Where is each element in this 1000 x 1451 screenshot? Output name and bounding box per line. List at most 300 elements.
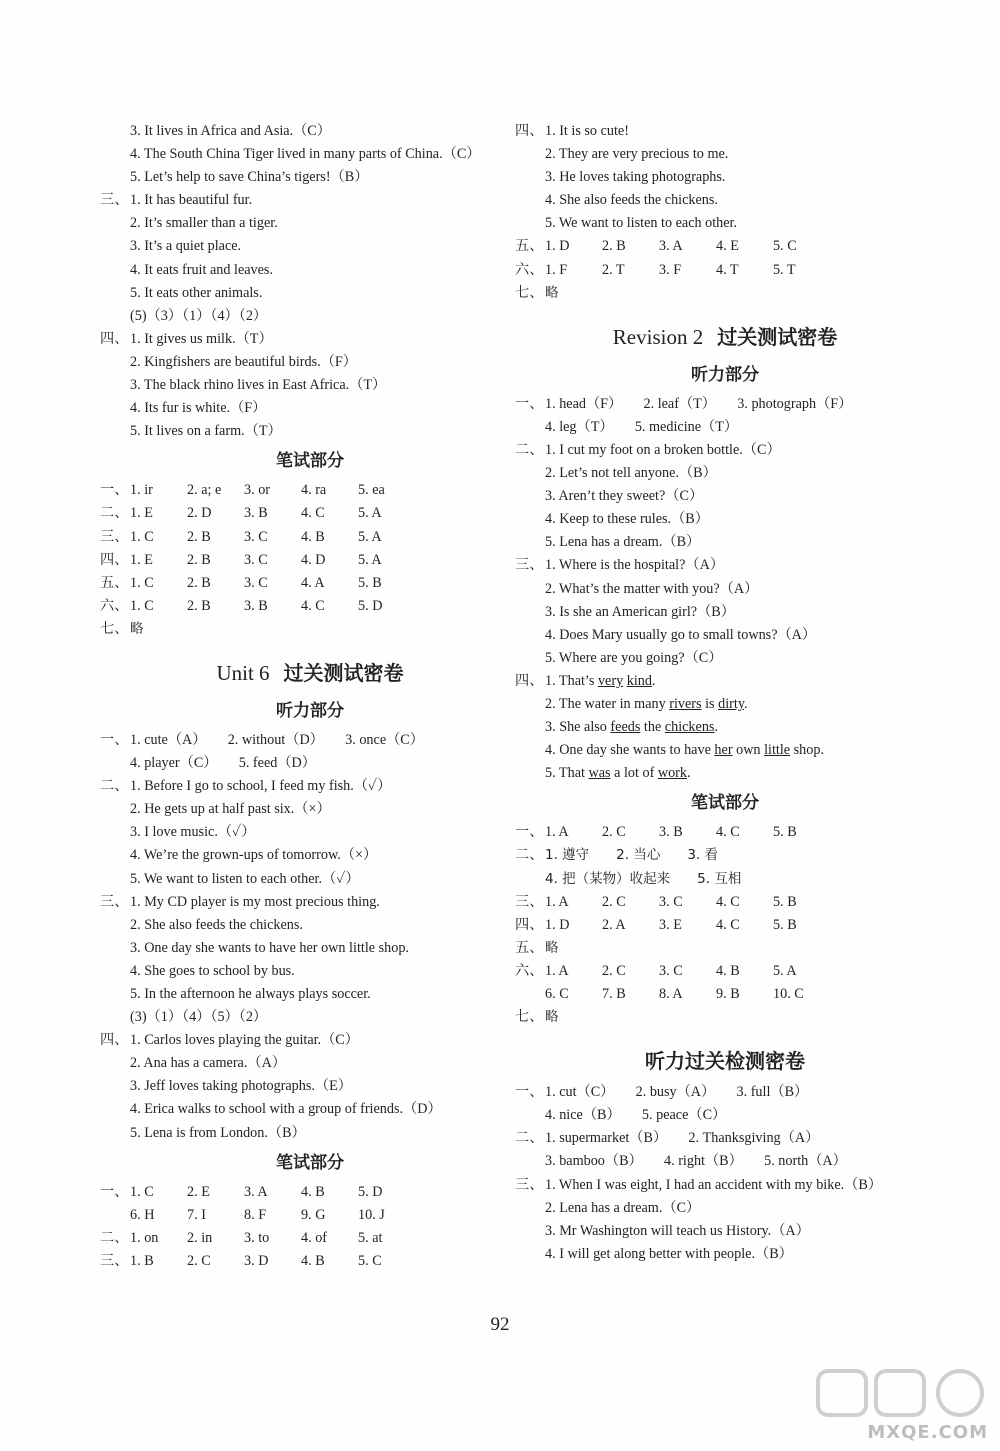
answer-text: 5. We want to listen to each other.（✓） bbox=[130, 870, 360, 887]
answer-text: 4. player（C） 5. feed（D） bbox=[130, 755, 316, 772]
text-fragment: 3. She also bbox=[545, 719, 611, 736]
answer-text: 3. It lives in Africa and Asia.（C） bbox=[130, 123, 331, 139]
answer-line bbox=[100, 821, 520, 844]
answer-cell: 1. E bbox=[130, 505, 153, 522]
section-marker: 六、 bbox=[100, 597, 129, 614]
answer-line bbox=[515, 189, 935, 212]
answer-cell: 4. D bbox=[301, 551, 326, 568]
answer-text: 5. Let’s help to save China’s tigers!（B） bbox=[130, 169, 369, 186]
answer-cell: 3. to bbox=[244, 1229, 270, 1246]
answer-text: 2. Let’s not tell anyone.（B） bbox=[545, 465, 717, 482]
answer-cell: 3. B bbox=[244, 505, 268, 522]
answer-line bbox=[515, 844, 935, 867]
answer-line bbox=[515, 531, 935, 554]
text-fragment: shop. bbox=[790, 742, 824, 759]
answer-line bbox=[515, 1220, 935, 1243]
answer-cell: 5. ea bbox=[358, 482, 385, 499]
section-marker: 一、 bbox=[515, 824, 544, 841]
right-column bbox=[515, 120, 935, 1266]
answer-cell: 4. B bbox=[301, 528, 325, 545]
answer-cell: 4. ra bbox=[301, 482, 327, 499]
section-marker: 三、 bbox=[100, 528, 129, 545]
answer-text: 1. supermarket（B） 2. Thanksgiving（A） bbox=[545, 1130, 820, 1147]
answer-text: 4. 把（某物）收起来 5. 互相 bbox=[545, 870, 742, 887]
underlined-word: dirty bbox=[718, 695, 744, 712]
answer-grid-row bbox=[515, 282, 935, 305]
answer-text: 1. I cut my foot on a broken bottle.（C） bbox=[545, 441, 781, 458]
section-marker: 二、 bbox=[100, 778, 129, 795]
answer-text: 4. Its fur is white.（F） bbox=[130, 400, 267, 417]
answer-line bbox=[100, 166, 520, 189]
answer-line bbox=[515, 439, 935, 462]
text-fragment: 1. That’s bbox=[545, 672, 598, 689]
answer-cell: 8. A bbox=[659, 986, 683, 1002]
answer-line bbox=[100, 960, 520, 983]
answer-cell: 2. B bbox=[187, 597, 211, 614]
answer-text: 5. We want to listen to each other. bbox=[545, 215, 738, 232]
answer-line bbox=[100, 729, 520, 752]
answer-cell: 4. C bbox=[716, 824, 740, 841]
section-marker: 四、 bbox=[515, 916, 544, 933]
answer-text: 1. It is so cute! bbox=[545, 123, 629, 139]
answer-cell: 2. in bbox=[187, 1229, 213, 1246]
answer-cell: 2. C bbox=[602, 824, 626, 841]
answer-text: 5. Lena is from London.（B） bbox=[130, 1124, 306, 1141]
answer-line bbox=[515, 166, 935, 189]
answer-grid-row bbox=[515, 821, 935, 844]
section-marker: 三、 bbox=[100, 893, 129, 910]
answer-grid-row bbox=[100, 479, 520, 502]
answer-line bbox=[100, 328, 520, 351]
answer-line bbox=[100, 397, 520, 420]
text-fragment: . bbox=[714, 719, 718, 736]
right-listening-title: 听力部分 bbox=[691, 364, 759, 385]
answer-grid-row bbox=[100, 618, 520, 641]
answer-cell: 3. or bbox=[244, 482, 271, 499]
underlined-word: very bbox=[597, 672, 624, 689]
answer-cell: 3. C bbox=[659, 962, 683, 979]
answer-cell: 5. B bbox=[773, 893, 797, 910]
underlined-word: chickens bbox=[664, 719, 715, 736]
section-marker: 七、 bbox=[100, 620, 129, 637]
answer-cell: 3. C bbox=[659, 893, 683, 910]
answer-line bbox=[515, 485, 935, 508]
answer-text: 3. The black rhino lives in East Africa.（T） bbox=[130, 377, 387, 394]
answer-line bbox=[515, 1174, 935, 1197]
answer-cell: 5. A bbox=[358, 528, 382, 545]
answer-line bbox=[100, 189, 520, 212]
answer-text bbox=[545, 693, 748, 716]
answer-line bbox=[100, 1006, 520, 1029]
section-marker: 一、 bbox=[515, 1084, 544, 1101]
answer-text: 4. I will get along better with people.（B） bbox=[545, 1245, 793, 1262]
answer-text: 4. It eats fruit and leaves. bbox=[130, 261, 274, 278]
answer-cell: 10. J bbox=[358, 1206, 385, 1223]
right-final-answers bbox=[515, 1081, 935, 1266]
answer-line bbox=[515, 762, 935, 785]
section-marker: 三、 bbox=[515, 1176, 544, 1193]
underlined-word: kind bbox=[626, 672, 652, 689]
answer-text: 3. It’s a quiet place. bbox=[130, 238, 242, 255]
answer-text: 1. When I was eight, I had an accident with my bike.（B） bbox=[545, 1176, 883, 1193]
left-written-grid-2 bbox=[100, 1181, 520, 1273]
answer-line bbox=[515, 120, 935, 143]
answer-grid-row bbox=[100, 502, 520, 525]
answer-text: 1. head（F） 2. leaf（T） 3. photograph（F） bbox=[545, 395, 853, 412]
left-written-title-2: 笔试部分 bbox=[276, 1152, 344, 1173]
answer-cell: 1. C bbox=[130, 597, 154, 614]
answer-text: 1. Carlos loves playing the guitar.（C） bbox=[130, 1032, 359, 1049]
answer-cell: 4. C bbox=[716, 893, 740, 910]
answer-line bbox=[515, 554, 935, 577]
text-fragment: 2. The water in many bbox=[545, 695, 670, 712]
answer-line bbox=[100, 983, 520, 1006]
answer-cell: 1. B bbox=[130, 1252, 154, 1269]
underlined-word: her bbox=[714, 742, 733, 759]
answer-line bbox=[515, 416, 935, 439]
answer-text: 4. Keep to these rules.（B） bbox=[545, 511, 709, 528]
answer-text: 3. Mr Washington will teach us History.（A） bbox=[545, 1222, 810, 1239]
answer-cell: 1. F bbox=[545, 261, 568, 278]
left-answers-block-1 bbox=[100, 120, 520, 443]
answer-line bbox=[515, 647, 935, 670]
right-underlined-answers bbox=[515, 670, 935, 785]
answer-cell: 4. C bbox=[301, 505, 325, 522]
answer-line bbox=[100, 420, 520, 443]
answer-cell: 2. E bbox=[187, 1183, 210, 1200]
right-grid-1 bbox=[515, 235, 935, 304]
section-marker: 四、 bbox=[515, 672, 544, 689]
text-fragment: . bbox=[744, 695, 748, 712]
answer-cell: 4. A bbox=[301, 574, 325, 591]
section-marker: 一、 bbox=[100, 1183, 129, 1200]
answer-cell: 3. A bbox=[244, 1183, 268, 1200]
text-fragment: a lot of bbox=[610, 765, 658, 782]
answer-text: (3)（1）（4）（5）（2） bbox=[130, 1009, 268, 1026]
answer-grid-row bbox=[100, 572, 520, 595]
section-marker: 二、 bbox=[515, 441, 544, 458]
answer-cell: 2. C bbox=[602, 893, 626, 910]
right-answers-block-2 bbox=[515, 393, 935, 670]
section-marker: 三、 bbox=[100, 192, 129, 209]
final-listening-title bbox=[515, 1041, 935, 1081]
answer-grid-row bbox=[515, 914, 935, 937]
answer-cell: 2. D bbox=[187, 505, 212, 522]
page-number: 92 bbox=[490, 1314, 510, 1335]
text-fragment: . bbox=[687, 765, 691, 782]
right-answers-block-1 bbox=[515, 120, 935, 235]
answer-cell: 4. B bbox=[301, 1252, 325, 1269]
answer-text: 3. Is she an American girl?（B） bbox=[545, 603, 735, 620]
answer-text: 1. It gives us milk.（T） bbox=[130, 330, 273, 347]
answer-text: 1. cut（C） 2. busy（A） 3. full（B） bbox=[545, 1084, 809, 1101]
answer-cell: 1. C bbox=[130, 1183, 154, 1200]
answer-text: 1. My CD player is my most precious thing. bbox=[130, 893, 380, 910]
answer-text: 1. It has beautiful fur. bbox=[130, 192, 253, 209]
answer-line bbox=[515, 693, 935, 716]
answer-cell: 4. B bbox=[716, 962, 740, 979]
text-fragment: own bbox=[732, 742, 765, 759]
answer-line bbox=[100, 775, 520, 798]
answer-cell: 6. H bbox=[130, 1206, 155, 1223]
answer-grid-row bbox=[100, 1250, 520, 1273]
answer-text: 2. He gets up at half past six.（×） bbox=[130, 801, 331, 818]
text-fragment: is bbox=[701, 695, 719, 712]
answer-text: 4. leg（T） 5. medicine（T） bbox=[545, 418, 739, 435]
section-marker: 四、 bbox=[100, 551, 129, 568]
answer-line bbox=[515, 508, 935, 531]
answer-grid-row bbox=[100, 1227, 520, 1250]
section-marker: 五、 bbox=[515, 939, 544, 956]
answer-cell: 4. C bbox=[716, 916, 740, 933]
answer-line bbox=[100, 120, 520, 143]
answer-text bbox=[545, 716, 718, 739]
answer-grid-row bbox=[515, 891, 935, 914]
answer-line bbox=[515, 868, 935, 891]
answer-cell: 略 bbox=[545, 939, 559, 956]
answer-cell: 5. A bbox=[358, 551, 382, 568]
answer-line bbox=[100, 891, 520, 914]
answer-cell: 2. C bbox=[187, 1252, 211, 1269]
answer-cell: 7. I bbox=[187, 1206, 206, 1223]
answer-text: 1. Where is the hospital?（A） bbox=[545, 557, 725, 574]
answer-cell: 5. B bbox=[773, 916, 797, 933]
section-marker: 四、 bbox=[100, 330, 129, 347]
answer-cell: 2. T bbox=[602, 261, 625, 278]
answer-text: 3. One day she wants to have her own little shop. bbox=[130, 939, 409, 956]
section-marker: 一、 bbox=[515, 395, 544, 412]
section-marker: 六、 bbox=[515, 261, 544, 278]
answer-line bbox=[100, 752, 520, 775]
unit6-title-cn: 过关测试密卷 bbox=[283, 660, 404, 685]
answer-text: 4. Does Mary usually go to small towns?（A） bbox=[545, 626, 817, 643]
answer-cell: 3. D bbox=[244, 1252, 269, 1269]
answer-text: 4. nice（B） 5. peace（C） bbox=[545, 1107, 727, 1124]
answer-text: (5)（3）（1）（4）（2） bbox=[130, 307, 268, 324]
answer-line bbox=[100, 259, 520, 282]
answer-cell: 5. B bbox=[358, 574, 382, 591]
answer-text: 5. It eats other animals. bbox=[130, 284, 263, 301]
left-written-title-1: 笔试部分 bbox=[276, 451, 344, 472]
answer-line bbox=[100, 351, 520, 374]
answer-grid-row bbox=[100, 526, 520, 549]
answer-grid-row bbox=[515, 937, 935, 960]
answer-cell: 5. D bbox=[358, 1183, 383, 1200]
answer-cell: 1. C bbox=[130, 574, 154, 591]
answer-text: 5. Lena has a dream.（B） bbox=[545, 534, 701, 551]
answer-text: 3. He loves taking photographs. bbox=[545, 169, 726, 186]
section-marker: 七、 bbox=[515, 284, 544, 301]
answer-line bbox=[100, 235, 520, 258]
answer-cell: 2. a; e bbox=[187, 482, 222, 499]
right-written-title: 笔试部分 bbox=[691, 793, 759, 814]
answer-line bbox=[515, 1150, 935, 1173]
answer-line bbox=[515, 393, 935, 416]
answer-line bbox=[515, 716, 935, 739]
section-marker: 四、 bbox=[515, 123, 544, 139]
answer-cell: 6. C bbox=[545, 986, 569, 1002]
answer-line bbox=[515, 212, 935, 235]
section-marker: 二、 bbox=[100, 505, 129, 522]
answer-cell: 9. G bbox=[301, 1206, 326, 1223]
answer-line bbox=[100, 1029, 520, 1052]
answer-cell: 3. C bbox=[244, 574, 268, 591]
section-marker: 一、 bbox=[100, 731, 129, 748]
final-title-cn: 听力过关检测密卷 bbox=[645, 1049, 805, 1074]
section-marker: 五、 bbox=[515, 238, 544, 255]
answer-line bbox=[100, 305, 520, 328]
answer-cell: 2. A bbox=[602, 916, 626, 933]
answer-cell: 3. C bbox=[244, 551, 268, 568]
answer-text: 3. bamboo（B） 4. right（B） 5. north（A） bbox=[545, 1153, 847, 1170]
answer-line bbox=[100, 1052, 520, 1075]
underlined-word: little bbox=[764, 742, 791, 759]
left-column bbox=[100, 120, 520, 1273]
answer-text: 4. The South China Tiger lived in many parts of China.（C） bbox=[130, 146, 481, 163]
answer-text: 5. Where are you going?（C） bbox=[545, 649, 723, 666]
answer-grid-row bbox=[515, 259, 935, 282]
underlined-word: work bbox=[657, 765, 688, 782]
answer-line bbox=[515, 670, 935, 693]
answer-line bbox=[100, 914, 520, 937]
answer-text: 3. Jeff loves taking photographs.（E） bbox=[130, 1078, 352, 1095]
answer-line bbox=[100, 143, 520, 166]
answer-cell: 4. B bbox=[301, 1183, 325, 1200]
answer-cell: 5. A bbox=[773, 962, 797, 979]
answer-line bbox=[515, 578, 935, 601]
revision2-title-cn: 过关测试密卷 bbox=[717, 324, 838, 349]
revision2-title-en: Revision 2 bbox=[612, 324, 704, 349]
right-written-chinese bbox=[515, 844, 935, 890]
watermark-logo-icon bbox=[812, 1365, 992, 1421]
answer-cell: 4. of bbox=[301, 1229, 328, 1246]
section-marker: 一、 bbox=[100, 482, 129, 499]
answer-text: 2. They are very precious to me. bbox=[545, 146, 729, 163]
answer-grid-row bbox=[515, 235, 935, 258]
section-marker: 四、 bbox=[100, 1032, 129, 1049]
answer-cell: 10. C bbox=[773, 986, 804, 1002]
answer-text: 5. In the afternoon he always plays soccer. bbox=[130, 986, 371, 1002]
answer-cell: 2. B bbox=[187, 574, 211, 591]
section-marker: 六、 bbox=[515, 962, 544, 979]
answer-line bbox=[100, 868, 520, 891]
answer-grid-row bbox=[515, 1006, 935, 1029]
answer-cell: 1. ir bbox=[130, 482, 153, 499]
answer-text: 3. I love music.（✓） bbox=[130, 824, 256, 841]
left-written-grid-1 bbox=[100, 479, 520, 641]
answer-cell: 1. D bbox=[545, 238, 570, 255]
answer-cell: 1. C bbox=[130, 528, 154, 545]
answer-cell: 3. E bbox=[659, 916, 682, 933]
answer-cell: 8. F bbox=[244, 1206, 267, 1223]
text-fragment: . bbox=[651, 672, 656, 689]
answer-cell: 略 bbox=[545, 1009, 559, 1026]
answer-cell: 5. at bbox=[358, 1229, 383, 1246]
answer-line bbox=[515, 462, 935, 485]
answer-cell: 3. F bbox=[659, 261, 682, 278]
section-marker: 三、 bbox=[100, 1252, 129, 1269]
answer-text: 1. 遵守 2. 当心 3. 看 bbox=[545, 847, 719, 864]
answer-text: 2. She also feeds the chickens. bbox=[130, 916, 303, 933]
watermark-url: MXQE.COM bbox=[867, 1422, 988, 1443]
answer-text: 5. It lives on a farm.（T） bbox=[130, 423, 282, 440]
right-written-grid-b bbox=[515, 891, 935, 1030]
answer-line bbox=[515, 601, 935, 624]
answer-grid-row bbox=[100, 549, 520, 572]
answer-line bbox=[100, 798, 520, 821]
answer-text: 2. Lena has a dream.（C） bbox=[545, 1199, 701, 1216]
answer-line bbox=[100, 937, 520, 960]
left-listening-title: 听力部分 bbox=[276, 700, 344, 721]
answer-text: 4. She also feeds the chickens. bbox=[545, 192, 718, 209]
answer-text: 2. It’s smaller than a tiger. bbox=[130, 215, 278, 232]
answer-cell: 5. C bbox=[773, 238, 797, 255]
answer-cell: 3. C bbox=[244, 528, 268, 545]
answer-line bbox=[515, 1197, 935, 1220]
answer-text: 1. cute（A） 2. without（D） 3. once（C） bbox=[130, 731, 424, 748]
answer-line bbox=[515, 739, 935, 762]
watermark-logo bbox=[812, 1365, 992, 1445]
answer-cell: 1. on bbox=[130, 1229, 159, 1246]
answer-cell: 5. A bbox=[358, 505, 382, 522]
answer-text bbox=[545, 739, 824, 762]
answer-cell: 1. A bbox=[545, 893, 569, 910]
answer-grid-row bbox=[100, 595, 520, 618]
answer-cell: 2. C bbox=[602, 962, 626, 979]
answer-cell: 1. E bbox=[130, 551, 153, 568]
answer-cell: 5. D bbox=[358, 597, 383, 614]
text-fragment: the bbox=[640, 719, 665, 736]
answer-line bbox=[100, 374, 520, 397]
answer-line bbox=[100, 1075, 520, 1098]
answer-text bbox=[545, 762, 691, 785]
answer-line bbox=[515, 143, 935, 166]
answer-cell: 5. T bbox=[773, 261, 796, 278]
unit6-title-en: Unit 6 bbox=[216, 660, 270, 685]
answer-cell: 9. B bbox=[716, 986, 740, 1002]
left-answers-block-2 bbox=[100, 729, 520, 1145]
answer-text: 2. Kingfishers are beautiful birds.（F） bbox=[130, 353, 357, 370]
answer-line bbox=[515, 1127, 935, 1150]
section-marker: 三、 bbox=[515, 557, 544, 574]
answer-cell: 略 bbox=[545, 284, 559, 301]
answer-text: 4. Erica walks to school with a group of friends.（D） bbox=[130, 1101, 442, 1118]
section-marker: 二、 bbox=[515, 1130, 544, 1147]
answer-grid-row bbox=[515, 960, 935, 983]
answer-line bbox=[515, 1243, 935, 1266]
answer-text: 4. She goes to school by bus. bbox=[130, 962, 295, 979]
unit6-title bbox=[100, 653, 520, 693]
underlined-word: feeds bbox=[610, 719, 641, 736]
answer-cell: 2. B bbox=[187, 551, 211, 568]
answer-line bbox=[100, 1122, 520, 1145]
answer-cell: 3. B bbox=[659, 824, 683, 841]
answer-cell: 1. D bbox=[545, 916, 570, 933]
section-marker: 七、 bbox=[515, 1009, 544, 1026]
answer-cell: 2. B bbox=[187, 528, 211, 545]
answer-grid-row bbox=[100, 1204, 520, 1227]
answer-cell: 5. B bbox=[773, 824, 797, 841]
answer-line bbox=[100, 1098, 520, 1121]
text-fragment: 4. One day she wants to have bbox=[545, 742, 715, 759]
answer-cell: 2. B bbox=[602, 238, 626, 255]
answer-line bbox=[100, 844, 520, 867]
answer-cell: 4. E bbox=[716, 238, 739, 255]
answer-cell: 5. C bbox=[358, 1252, 382, 1269]
section-marker: 五、 bbox=[100, 574, 129, 591]
revision2-title bbox=[515, 317, 935, 357]
underlined-word: was bbox=[588, 765, 611, 782]
